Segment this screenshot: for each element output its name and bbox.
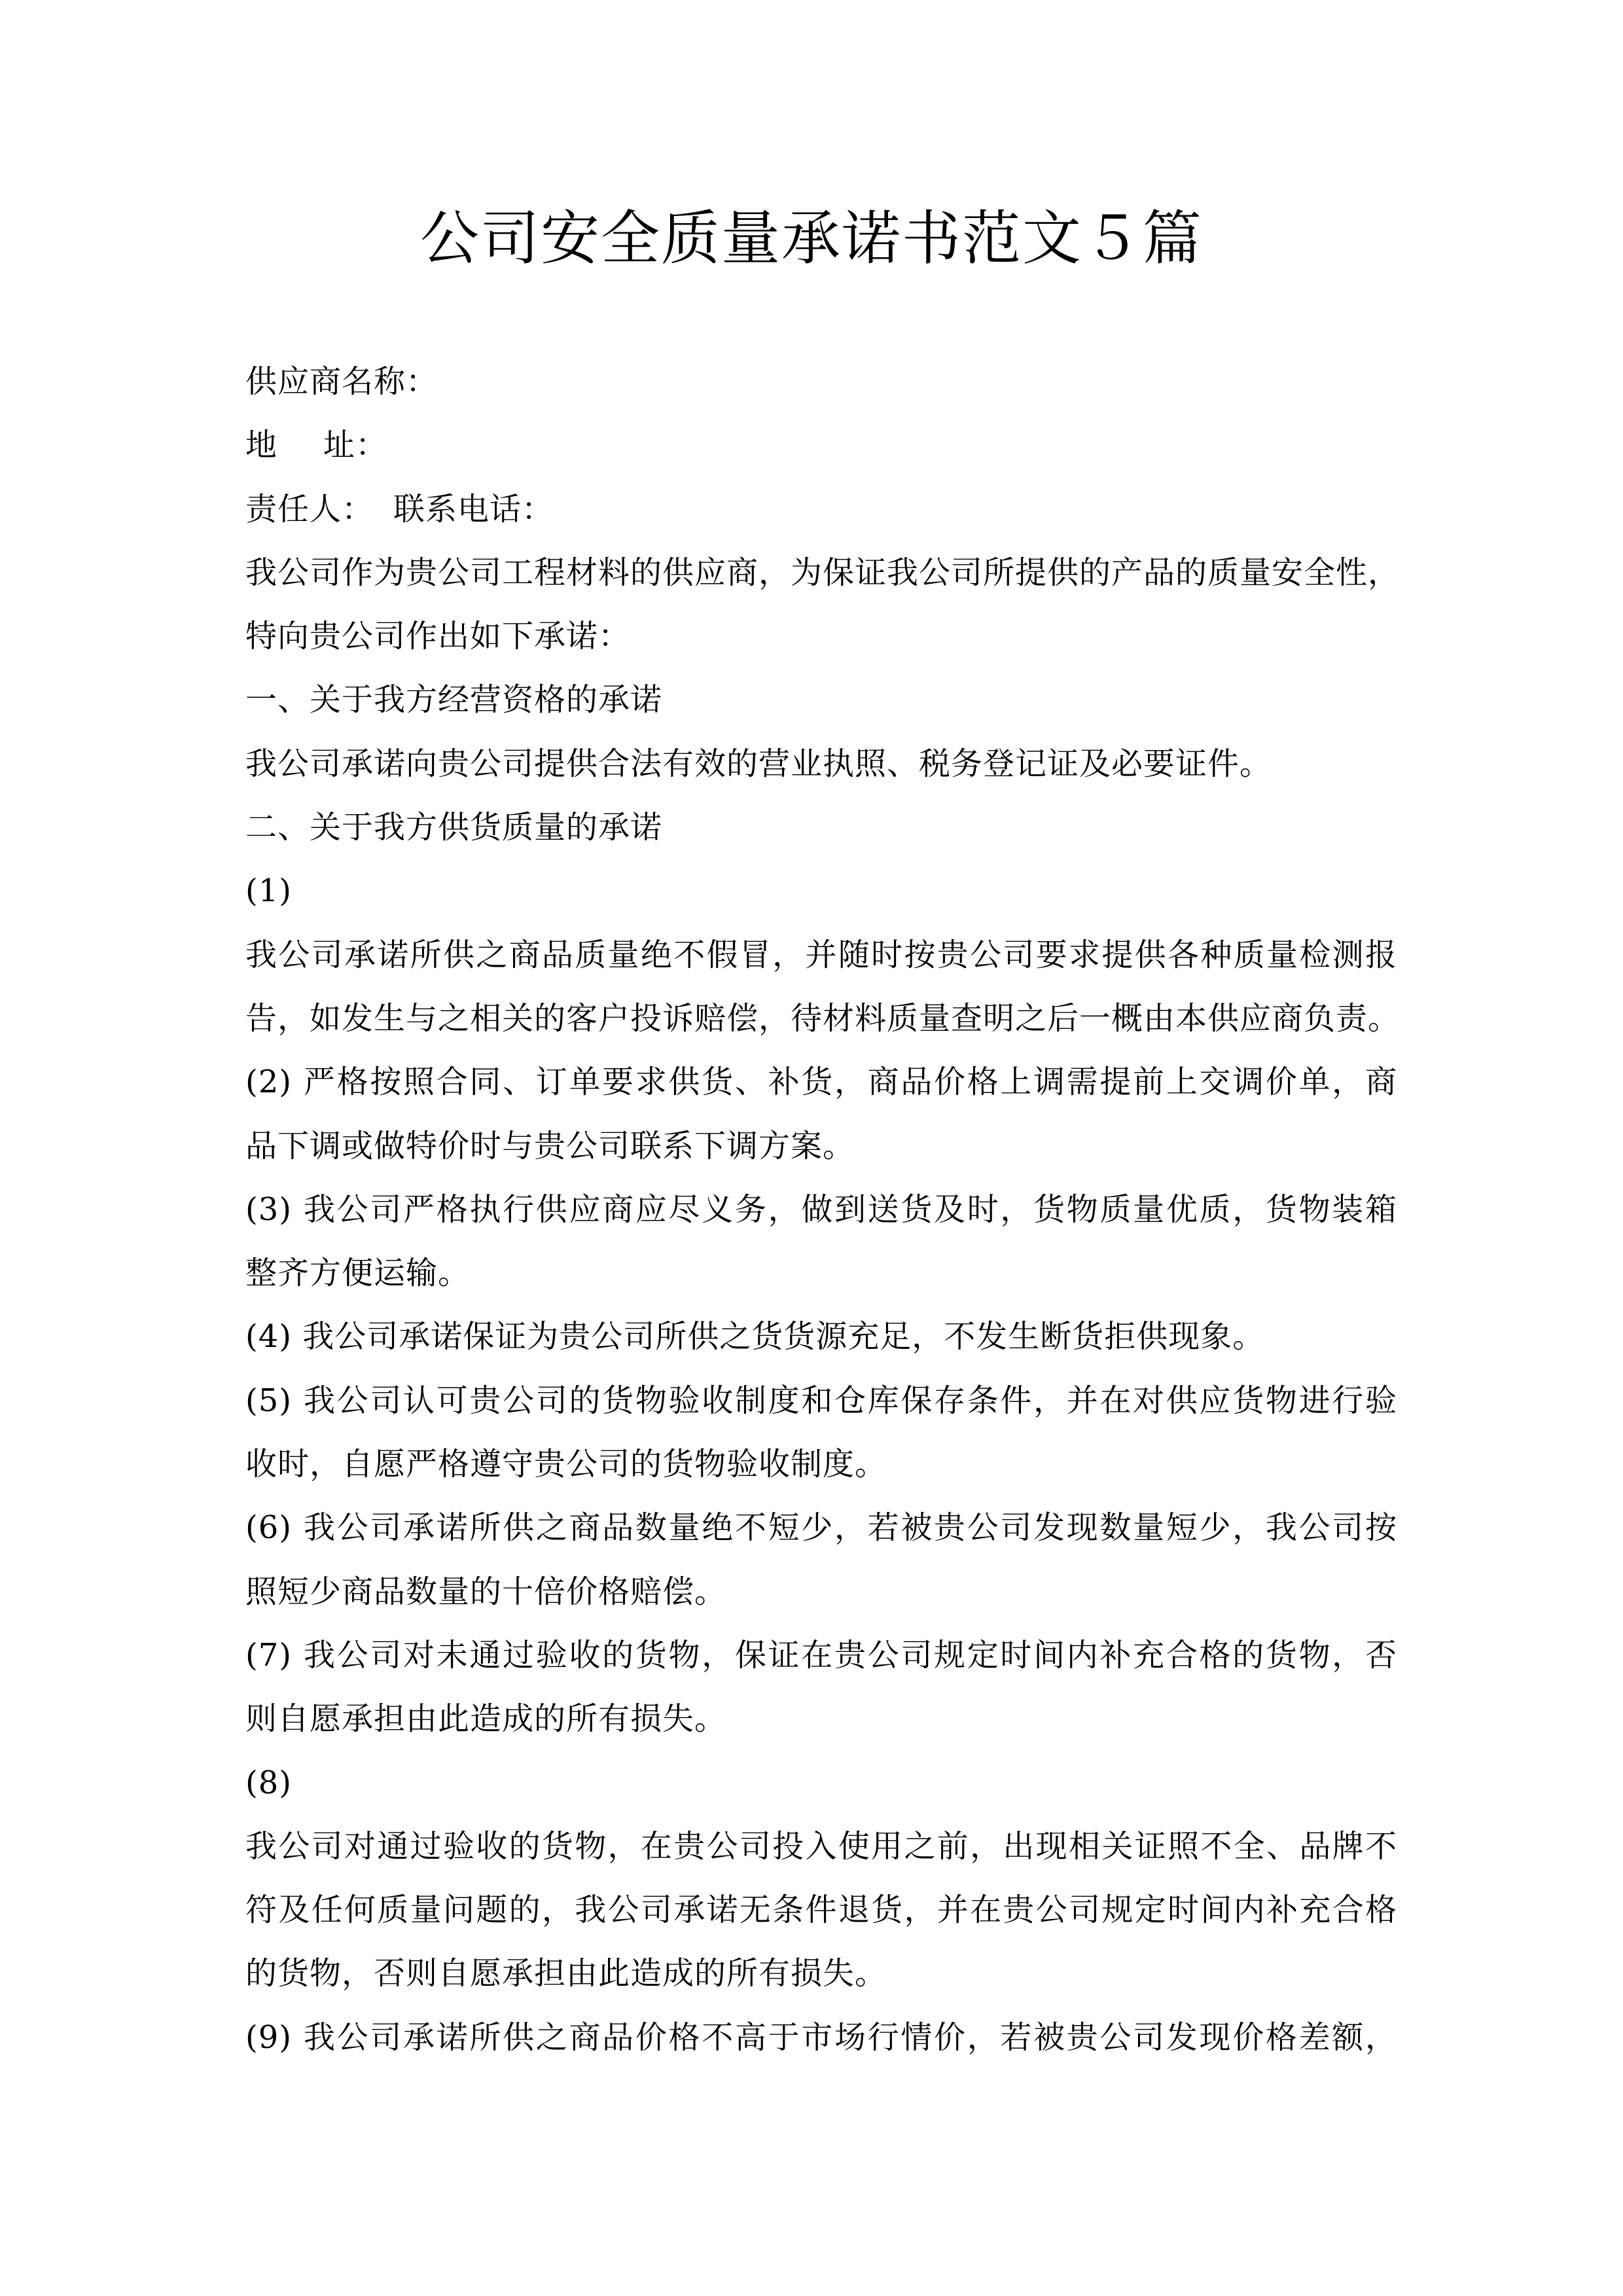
paragraph-line: 我公司承诺所供之商品质量绝不假冒，并随时按贵公司要求提供各种质量检测报: [245, 936, 1397, 973]
paragraph-line: (4) 我公司承诺保证为贵公司所供之货货源充足，不发生断货拒供现象。: [245, 1318, 1265, 1355]
paragraph-line: 我公司对通过验收的货物，在贵公司投入使用之前，出现相关证照不全、品牌不: [245, 1827, 1397, 1865]
phone-label: 联系电话：: [393, 490, 554, 528]
supplier-name-field: [245, 350, 1397, 414]
document-body: [245, 350, 1400, 2070]
paragraph-line: 照短少商品数量的十倍价格赔偿。: [245, 1573, 727, 1610]
paragraph-line: (5) 我公司认可贵公司的货物验收制度和仓库保存条件，并在对供应货物进行验: [245, 1382, 1397, 1419]
paragraph-line: (8): [245, 1764, 292, 1801]
paragraph-line: 我公司作为贵公司工程材料的供应商，为保证我公司所提供的产品的质量安全性，: [245, 554, 1400, 591]
paragraph-line: 告，如发生与之相关的客户投诉赔偿，待材料质量查明之后一概由本供应商负责。: [245, 999, 1400, 1037]
paragraph-line: 的货物，否则自愿承担由此造成的所有损失。: [245, 1955, 887, 1992]
paragraph-line: 特向贵公司作出如下承诺：: [245, 618, 631, 655]
address-label-part2: 址：: [323, 427, 388, 464]
paragraph-lines: [245, 541, 1400, 2070]
contact-fields: [245, 478, 1397, 541]
address-field: [245, 414, 1397, 477]
paragraph-line: (6) 我公司承诺所供之商品数量绝不短少，若被贵公司发现数量短少，我公司按: [245, 1509, 1397, 1547]
paragraph-line: (1): [245, 872, 292, 910]
paragraph-line: 整齐方便运输。: [245, 1255, 471, 1292]
paragraph-line: 一、关于我方经营资格的承诺: [245, 681, 663, 719]
responsible-person-label: 责任人：: [245, 490, 374, 528]
paragraph-line: 则自愿承担由此造成的所有损失。: [245, 1700, 727, 1738]
supplier-name-label: 供应商名称：: [245, 363, 438, 400]
paragraph-line: (3) 我公司严格执行供应商应尽义务，做到送货及时，货物质量优质，货物装箱: [245, 1191, 1397, 1228]
paragraph-line: (7) 我公司对未通过验收的货物，保证在贵公司规定时间内补充合格的货物，否: [245, 1636, 1397, 1674]
paragraph-line: (9) 我公司承诺所供之商品价格不高于市场行情价，若被贵公司发现价格差额，: [245, 2018, 1397, 2056]
address-label-part1: 地: [245, 427, 278, 464]
paragraph-line: 我公司承诺向贵公司提供合法有效的营业执照、税务登记证及必要证件。: [245, 745, 1272, 782]
paragraph-line: (2) 严格按照合同、订单要求供货、补货，商品价格上调需提前上交调价单，商: [245, 1064, 1397, 1101]
document-title: 公司安全质量承诺书范文５篇: [420, 204, 1203, 273]
paragraph-line: 符及任何质量问题的，我公司承诺无条件退货，并在贵公司规定时间内补充合格: [245, 1892, 1397, 1929]
paragraph-line: 收时，自愿严格遵守贵公司的货物验收制度。: [245, 1446, 887, 1483]
paragraph-line: 二、关于我方供货质量的承诺: [245, 809, 663, 846]
paragraph-line: 品下调或做特价时与贵公司联系下调方案。: [245, 1127, 855, 1164]
